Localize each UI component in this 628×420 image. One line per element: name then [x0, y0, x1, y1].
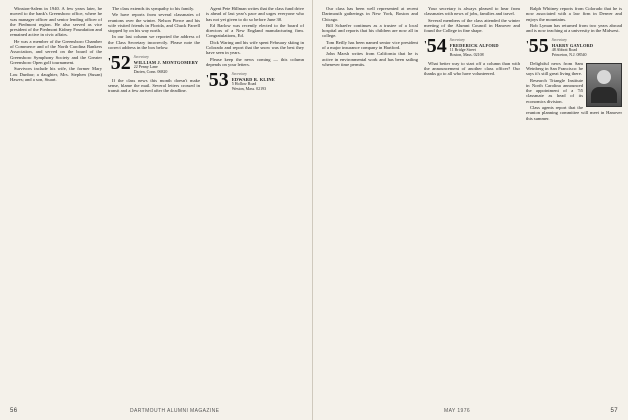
paragraph: Please keep the news coming — this column depends on your letters. — [206, 56, 304, 67]
secretary-address-line: 22 Penny Lane — [133, 63, 158, 69]
paragraph: Agent Pete Hillman writes that the class fund drive is ahead of last year's pace and urges everyone who has not yet given to do so before June 30. — [206, 6, 304, 22]
left-column-2 — [108, 6, 200, 396]
page-number: 56 — [10, 408, 18, 414]
issue-date: MAY 1976 — [444, 408, 471, 414]
secretary-address-line: Princeton, N.J. 08540 — [551, 51, 587, 57]
left-page — [0, 0, 313, 420]
right-page — [314, 0, 628, 420]
class-52-header — [108, 54, 200, 74]
secretary-role: Secretary — [231, 71, 247, 77]
secretary-address-line: 48 Abbott Road — [551, 47, 578, 53]
secretary-address-line: Boston, Mass. 02108 — [449, 51, 484, 57]
paragraph: Ed Barlow was recently elected to the board of directors of a New England manufacturing firm. Congratulations, Ed. — [206, 22, 304, 39]
paragraph: Ralph Whitney reports from Colorado that he is now associated with a law firm in Denver and enjoys the mountains. — [526, 6, 622, 22]
paragraph: Class agents report that the reunion planning committee will meet in Hanover this summer. — [526, 105, 622, 121]
paragraph: Our class has been well represented at recent Dartmouth gatherings in New York, Boston and Chicago. — [322, 6, 418, 22]
secretary-name: HARRY GAYLORD — [551, 42, 594, 48]
paragraph: Bill Schaefer continues as a trustee of a local hospital and reports that his children are now all in college. — [322, 22, 418, 39]
secretary-address-line: 11 Bridge Street — [449, 47, 476, 53]
secretary-role: Secretary — [133, 54, 149, 60]
paragraph: The class extends its sympathy to his family. — [112, 6, 195, 11]
right-column-2 — [424, 6, 520, 396]
paragraph: John Marsh writes from California that he is active in environmental work and has been sailing whenever time permits. — [322, 51, 418, 67]
secretary-address-line: Darien, Conn. 06820 — [133, 68, 168, 74]
class-54-header — [424, 37, 520, 57]
class-55-header — [526, 37, 622, 57]
left-column-1 — [10, 6, 102, 396]
paragraph: Dick Waring and his wife spent February skiing in Colorado and report that the snow was the best they have seen in years. — [206, 39, 304, 56]
secretary-address-line: Weston, Mass. 02193 — [231, 85, 267, 91]
paragraph: Research Triangle Institute in North Carolina announced the appointment of a '55 classmate as head of its economics division. — [526, 77, 583, 104]
paragraph: What better way to start off a column than with the announcement of another class officer? Our thanks go to all who have volunteered. — [424, 60, 520, 77]
secretary-address-line: 5 Hollow Road — [231, 80, 257, 86]
paragraph: He was a member of the Greensboro Chamber of Commerce and of the North Carolina Bankers Association, and served on the board of the Greensboro Symphony Society and the Greater Greensboro Open golf tournament. — [10, 38, 102, 65]
paragraph: Bob Lyman has returned from two years abroad and is now teaching at a university in the Midwest. — [526, 22, 622, 34]
secretary-name: WILLIAM J. MONTGOMERY — [133, 59, 199, 65]
class-53-header — [206, 71, 304, 91]
paragraph: Your secretary is always pleased to hear from classmates with news of jobs, families and travel. — [424, 6, 520, 17]
secretary-role: Secretary — [449, 37, 465, 43]
class-numeral: '53 — [206, 69, 229, 92]
secretary-name: FREDERICK ALFORD — [449, 42, 499, 48]
paragraph: We have reports from several classmates of reunions over the winter. Nelson Pierce and his wife visited friends in Florida, and Chuck Farrell stopped by on his way north. — [108, 12, 200, 34]
paragraph: Delightful news from Sam Weinberg in San Francisco: he says it's still great living there. — [526, 60, 583, 77]
secretary-role: Secretary — [551, 37, 567, 43]
class-numeral: '54 — [424, 35, 447, 58]
class-numeral: '55 — [526, 35, 549, 58]
paragraph: If the class news this month doesn't make sense, blame the mail. Several letters crossed in transit and a few arrived after the deadline. — [108, 77, 200, 94]
secretary-name: EDWARD R. KLINE — [231, 76, 275, 82]
paragraph: Tom Reilly has been named senior vice president of a major insurance company in Hartford. — [322, 39, 418, 51]
paragraph: Winston-Salem in 1940. A few years later, he moved to the bank's Greensboro office, where he was manager officer and senior lending officer of the Piedmont region. He also served as vice president of the Piedmont Kidney Foundation and remained active in civic affairs. — [10, 6, 102, 38]
magazine-title: DARTMOUTH ALUMNI MAGAZINE — [130, 408, 220, 414]
page-number: 57 — [610, 408, 618, 414]
right-column-3 — [526, 6, 622, 396]
paragraph: Several members of the class attended the winter meeting of the Alumni Council in Hanover and found the College in fine shape. — [424, 17, 520, 34]
left-column-3 — [206, 6, 304, 396]
paragraph: In our last column we reported the address of the Class Secretary incorrectly. Please note the correct address in the box below. — [108, 34, 200, 51]
right-column-1 — [322, 6, 418, 396]
class-numeral: '52 — [108, 52, 131, 75]
classmate-photo — [586, 63, 622, 107]
paragraph: Survivors include his wife, the former Mary Lou Dunbar; a daughter, Mrs. Stephen (Susan) Hawes; and a son, Stuart. — [10, 66, 102, 82]
